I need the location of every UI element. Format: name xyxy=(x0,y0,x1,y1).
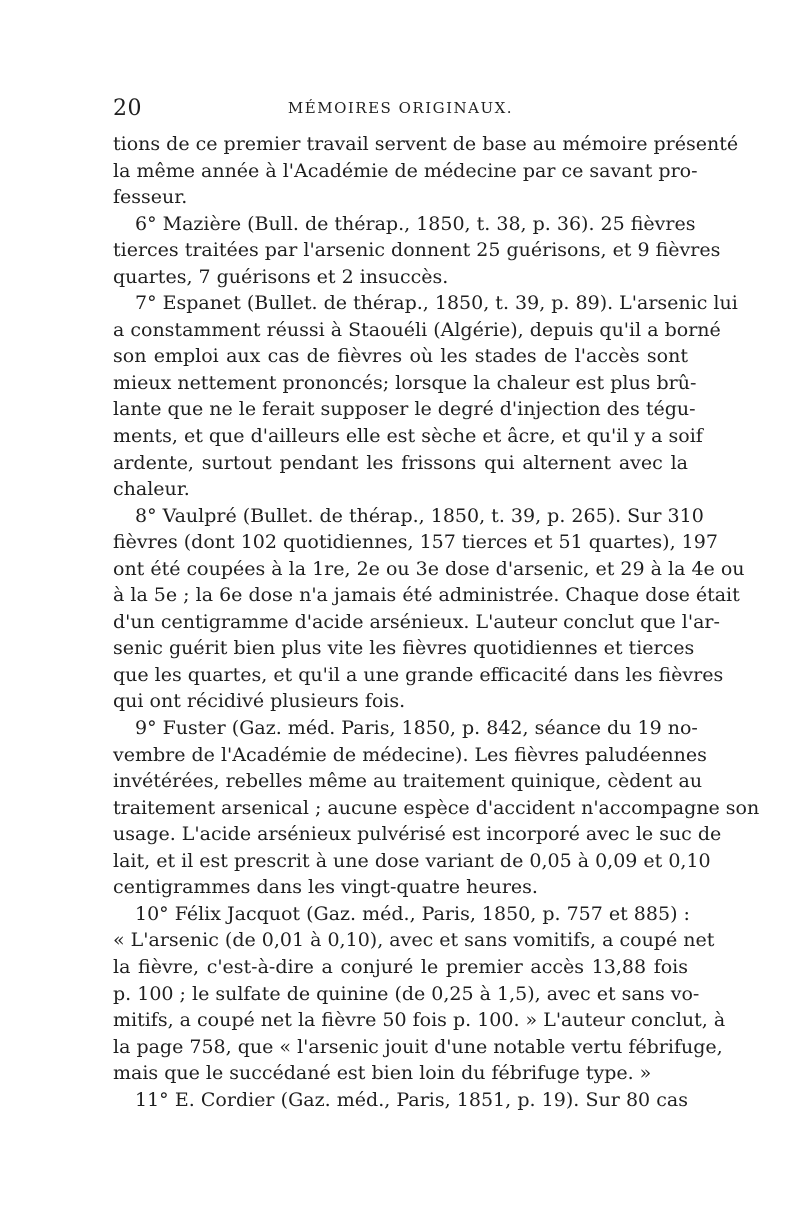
text-line: invétérées, rebelles même au traitement quinique, cèdent au xyxy=(113,770,703,793)
text-line: 9° Fuster (Gaz. méd. Paris, 1850, p. 842, séance du 19 no- xyxy=(135,717,698,740)
page-number: 20 xyxy=(113,96,142,121)
text-line: mieux nettement prononcés; lorsque la chaleur est plus brû- xyxy=(113,371,697,394)
text-line: mitifs, a coupé net la fièvre 50 fois p. 100. » L'auteur conclut, à xyxy=(113,1009,726,1032)
text-line: fièvres (dont 102 quotidiennes, 157 tierces et 51 quartes), 197 xyxy=(113,531,718,554)
running-title: MÉMOIRES ORIGINAUX. xyxy=(287,99,514,117)
text-line: ments, et que d'ailleurs elle est sèche et âcre, et qu'il y a soif xyxy=(113,425,703,448)
text-line: 6° Mazière (Bull. de thérap., 1850, t. 38, p. 36). 25 fièvres xyxy=(135,212,696,235)
text-line: 8° Vaulpré (Bullet. de thérap., 1850, t. 39, p. 265). Sur 310 xyxy=(135,504,704,527)
text-line: centigrammes dans les vingt-quatre heures. xyxy=(113,876,538,899)
text-line: senic guérit bien plus vite les fièvres quotidiennes et tierces xyxy=(113,637,695,660)
text-line: ardente, surtout pendant les frissons qui alternent avec la xyxy=(113,451,688,474)
text-line: usage. L'acide arsénieux pulvérisé est incorporé avec le suc de xyxy=(113,823,722,846)
text-line: tions de ce premier travail servent de base au mémoire présenté xyxy=(113,133,739,155)
text-line: tierces traitées par l'arsenic donnent 25 guérisons, et 9 fièvres xyxy=(113,239,721,262)
text-line: lante que ne le ferait supposer le degré d'injection des tégu- xyxy=(113,398,696,421)
text-line: la fièvre, c'est-à-dire a conjuré le premier accès 13,88 fois xyxy=(113,955,688,978)
text-line: que les quartes, et qu'il a une grande efficacité dans les fièvres xyxy=(113,663,724,686)
text-line: mais que le succédané est bien loin du fébrifuge type. » xyxy=(113,1062,652,1085)
text-line: d'un centigramme d'acide arsénieux. L'auteur conclut que l'ar- xyxy=(113,610,720,633)
text-line: vembre de l'Académie de médecine). Les fièvres paludéennes xyxy=(113,743,707,766)
text-line: fesseur. xyxy=(113,186,188,209)
text-line: 11° E. Cordier (Gaz. méd., Paris, 1851, p. 19). Sur 80 cas xyxy=(135,1088,688,1111)
text-line: p. 100 ; le sulfate de quinine (de 0,25 à 1,5), avec et sans vo- xyxy=(113,982,700,1005)
text-line: la même année à l'Académie de médecine par ce savant pro- xyxy=(113,159,698,182)
text-line: traitement arsenical ; aucune espèce d'accident n'accompagne son xyxy=(113,796,760,819)
text-line: ont été coupées à la 1re, 2e ou 3e dose d'arsenic, et 29 à la 4e ou xyxy=(113,557,745,580)
text-line: son emploi aux cas de fièvres où les stades de l'accès sont xyxy=(113,345,688,368)
text-line: chaleur. xyxy=(113,478,190,501)
text-line: lait, et il est prescrit à une dose variant de 0,05 à 0,09 et 0,10 xyxy=(113,849,711,872)
text-line: quartes, 7 guérisons et 2 insuccès. xyxy=(113,265,449,288)
text-line: qui ont récidivé plusieurs fois. xyxy=(113,690,406,713)
text-line: 7° Espanet (Bullet. de thérap., 1850, t. 39, p. 89). L'arsenic lui xyxy=(135,292,738,315)
text-line: la page 758, que « l'arsenic jouit d'une notable vertu fébrifuge, xyxy=(113,1035,723,1058)
text-line: à la 5e ; la 6e dose n'a jamais été administrée. Chaque dose était xyxy=(113,584,740,607)
page-header xyxy=(113,96,688,126)
text-line: « L'arsenic (de 0,01 à 0,10), avec et sans vomitifs, a coupé net xyxy=(113,929,715,952)
text-line: a constamment réussi à Staouéli (Algérie), depuis qu'il a borné xyxy=(113,318,721,341)
body-text xyxy=(113,131,760,1113)
text-line: 10° Félix Jacquot (Gaz. méd., Paris, 1850, p. 757 et 885) : xyxy=(135,902,690,925)
